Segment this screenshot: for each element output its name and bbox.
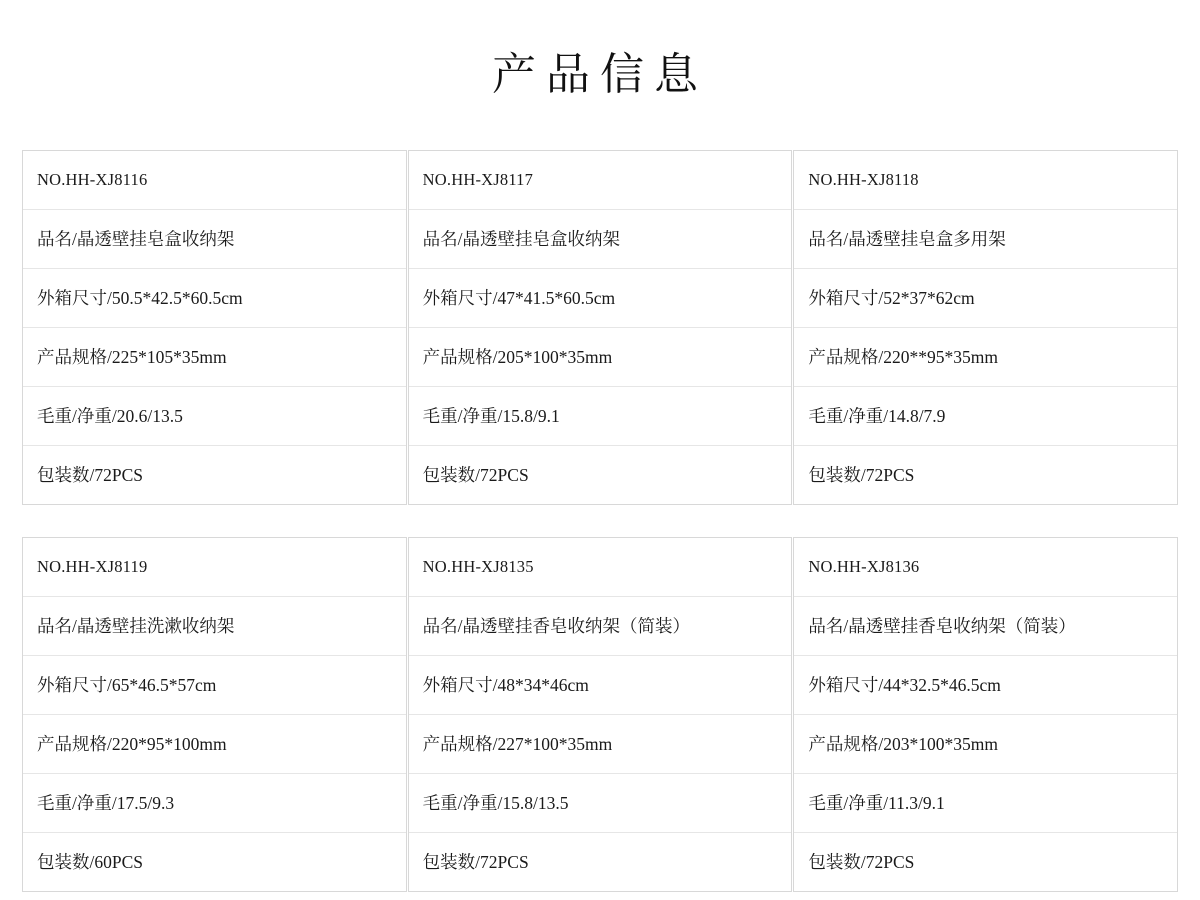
gross-net-weight: 毛重/净重/20.6/13.5	[23, 387, 406, 446]
gross-net-weight: 毛重/净重/17.5/9.3	[23, 774, 406, 833]
product-card	[408, 537, 793, 892]
product-code: NO.HH-XJ8117	[409, 151, 792, 210]
carton-size: 外箱尺寸/48*34*46cm	[409, 656, 792, 715]
product-card	[793, 150, 1178, 505]
carton-size: 外箱尺寸/50.5*42.5*60.5cm	[23, 269, 406, 328]
product-name: 品名/晶透壁挂皂盒收纳架	[23, 210, 406, 269]
gross-net-weight: 毛重/净重/15.8/13.5	[409, 774, 792, 833]
product-code: NO.HH-XJ8119	[23, 538, 406, 597]
product-code: NO.HH-XJ8118	[794, 151, 1177, 210]
product-card	[22, 150, 407, 505]
product-name: 品名/晶透壁挂皂盒收纳架	[409, 210, 792, 269]
carton-size: 外箱尺寸/52*37*62cm	[794, 269, 1177, 328]
product-spec: 产品规格/227*100*35mm	[409, 715, 792, 774]
packing-quantity: 包装数/72PCS	[422, 465, 529, 485]
product-spec: 产品规格/220*95*100mm	[23, 715, 406, 774]
product-name: 品名/晶透壁挂皂盒多用架	[794, 210, 1177, 269]
product-card-row	[22, 537, 1178, 892]
gross-net-weight: 毛重/净重/11.3/9.1	[794, 774, 1177, 833]
product-spec: 产品规格/203*100*35mm	[794, 715, 1177, 774]
packing-quantity: 包装数/72PCS	[808, 852, 915, 872]
product-card-row	[22, 150, 1178, 505]
product-name: 品名/晶透壁挂洗漱收纳架	[23, 597, 406, 656]
product-card	[793, 537, 1178, 892]
carton-size: 外箱尺寸/65*46.5*57cm	[23, 656, 406, 715]
product-card	[408, 150, 793, 505]
product-code: NO.HH-XJ8136	[794, 538, 1177, 597]
carton-size: 外箱尺寸/47*41.5*60.5cm	[409, 269, 792, 328]
product-spec: 产品规格/225*105*35mm	[23, 328, 406, 387]
product-code: NO.HH-XJ8135	[409, 538, 792, 597]
product-name: 品名/晶透壁挂香皂收纳架（简装）	[409, 597, 792, 656]
carton-size: 外箱尺寸/44*32.5*46.5cm	[794, 656, 1177, 715]
product-code: NO.HH-XJ8116	[23, 151, 406, 210]
packing-quantity: 包装数/72PCS	[422, 852, 529, 872]
page-title: 产品信息	[492, 50, 708, 99]
product-spec: 产品规格/205*100*35mm	[409, 328, 792, 387]
product-card	[22, 537, 407, 892]
packing-quantity: 包装数/60PCS	[37, 852, 143, 872]
product-spec: 产品规格/220**95*35mm	[794, 328, 1177, 387]
product-name: 品名/晶透壁挂香皂收纳架（简装）	[794, 597, 1177, 656]
gross-net-weight: 毛重/净重/14.8/7.9	[794, 387, 1177, 446]
packing-quantity: 包装数/72PCS	[37, 465, 143, 485]
product-card-grid	[0, 150, 1200, 892]
gross-net-weight: 毛重/净重/15.8/9.1	[409, 387, 792, 446]
packing-quantity: 包装数/72PCS	[808, 465, 915, 485]
